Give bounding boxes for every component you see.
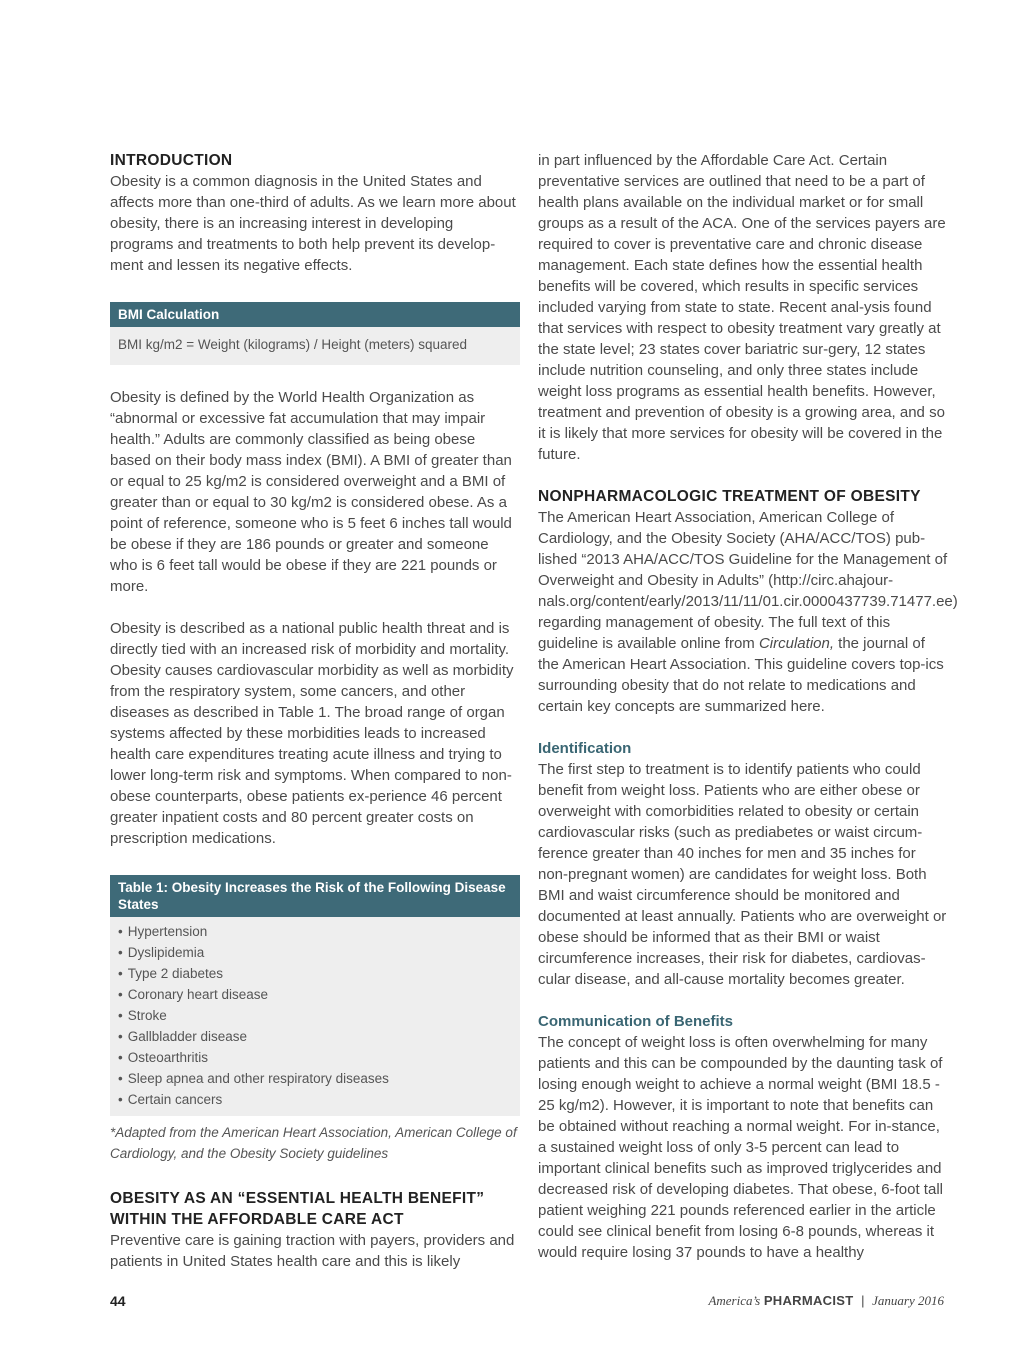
table1-list-item	[118, 1089, 512, 1110]
table1-title: Table 1: Obesity Increases the Risk of the Following Disease States	[110, 875, 520, 917]
magazine-brand: PHARMACIST	[763, 1293, 854, 1308]
table1-list-item	[118, 984, 512, 1005]
circulation-journal-name: Circulation,	[758, 635, 834, 652]
table1-list	[110, 917, 520, 1116]
bullet-icon: •	[118, 1029, 123, 1044]
table1-item-label: Hypertension	[127, 924, 208, 939]
public-health-threat-paragraph: Obesity is described as a national public health threat and is directly tied with an increased risk of morbidity and mortality. Obesity causes cardiovascular morbidity as well as morbidity from the respiratory system, some cancers, and other diseases as described in Table 1. The broad range of organ systems affected by these morbidities leads to increased health care expenditures treating acute illness and trying to lower long-term risk and symptoms. When compared to non-obese counterparts, obese patients ex-perience 46 percent greater inpatient costs and 80 percent greater costs on prescription medications.	[110, 620, 514, 847]
table1-item-label: Sleep apnea and other respiratory diseases	[127, 1071, 389, 1086]
nonpharmacologic-paragraph	[538, 507, 958, 717]
bullet-icon: •	[118, 945, 123, 960]
table1-list-item	[118, 1005, 512, 1026]
bullet-icon: •	[118, 1092, 123, 1107]
table1-item-label: Dyslipidemia	[127, 945, 205, 960]
table1-list-item	[118, 1026, 512, 1047]
obesity-definition-paragraph: Obesity is defined by the World Health Organization as “abnormal or excessive fat accumulation that may impair health.” Adults are commonly classified as being obese based on their body mass index (BMI). A BMI of greater than or equal to 25 kg/m2 is considered overweight and a BMI of greater than or equal to 30 kg/m2 is considered obese. As a point of reference, someone who is 5 feet 6 inches tall would be obese if they are 186 pounds or greater and someone who is 6 feet tall would be obese if they are 221 pounds or more.	[110, 389, 512, 595]
table1-item-label: Stroke	[127, 1008, 167, 1023]
essential-health-benefit-paragraph: Preventive care is gaining traction with payers, providers and patients in United States health care and this is likely	[110, 1232, 515, 1270]
table1-item-label: Coronary heart disease	[127, 987, 269, 1002]
bullet-icon: •	[118, 987, 123, 1002]
table1-list-item	[118, 942, 512, 963]
magazine-footer	[708, 1293, 944, 1309]
bmi-formula: BMI kg/m2 = Weight (kilograms) / Height (meters) squared	[118, 337, 467, 352]
table1-item-label: Type 2 diabetes	[127, 966, 224, 981]
nonpharmacologic-heading: NONPHARMACOLOGIC TREATMENT OF OBESITY	[538, 488, 921, 505]
right-column	[538, 150, 958, 1263]
left-column	[110, 150, 520, 1272]
nonpharm-text-after: the journal of the American Heart Association. This guideline covers top-ics surrounding obesity that do not relate to medications and certain key concepts are summarized here.	[538, 635, 944, 715]
table1-list-item	[118, 921, 512, 942]
magazine-prefix: America’s	[708, 1293, 761, 1308]
bmi-box-title: BMI Calculation	[110, 302, 520, 327]
ehb-continued-paragraph: in part influenced by the Affordable Care Act. Certain preventative services are outlined that need to be a part of health plans available on the individual market or for small groups as a result of the ACA. One of the services payers are required to cover is preventative care and chronic disease management. Each state defines how the essential health benefits will be covered, which results in specific services included varying from state to state. Recent anal-ysis found that services with respect to obesity treatment vary greatly at the state level; 23 states cover bariatric sur-gery, 12 states include nutrition counseling, and only three states include weight loss programs as essential health benefits. However, treatment and prevention of obesity is a growing area, and so it is likely that more services for obesity will be covered in the future.	[538, 152, 946, 463]
communication-heading: Communication of Benefits	[538, 1013, 734, 1030]
introduction-paragraph: Obesity is a common diagnosis in the United States and affects more than one-third of adults. As we learn more about obesity, there is an increasing interest in developing programs and treatments to both help prevent its develop-ment and lessen its negative effects.	[110, 173, 516, 274]
identification-paragraph: The first step to treatment is to identify patients who could benefit from weight loss. Patients who are either obese or overweight with comorbidities related to obesity or certain cardiovascular risks (such as prediabetes or waist circum-ference greater than 40 inches for men and 35 inches for non-pregnant women) are candidates for weight loss. Both BMI and waist circumference should be monitored and documented at least annually. Patients who are overweight or obese should be informed that as their BMI or waist circumference increases, their risk for diabetes, cardiovas-cular disease, and all-cause mortality becomes greater.	[538, 761, 947, 988]
table1-footnote: *Adapted from the American Heart Association, American College of Cardiology, and the Obesity Society guidelines	[110, 1125, 517, 1161]
nonpharm-text-before: The American Heart Association, American College of Cardiology, and the Obesity Society (AHA/ACC/TOS) pub-lished “2013 AHA/ACC/TOS Guideline for the Management of Overweight and Obesity in Adults” (http://circ.ahajour-nals.org/content/early/2013/11/11/01.cir.0000437739.71477.ee) regarding management of obesity. The full text of this guideline is available online from	[538, 509, 958, 652]
table1-list-item	[118, 1068, 512, 1089]
table1-item-label: Certain cancers	[127, 1092, 223, 1107]
table1-item-label: Osteoarthritis	[127, 1050, 209, 1065]
bullet-icon: •	[118, 966, 123, 981]
bullet-icon: •	[118, 1050, 123, 1065]
issue-date: January 2016	[872, 1293, 944, 1308]
bullet-icon: •	[118, 1008, 123, 1023]
essential-health-benefit-heading: OBESITY AS AN “ESSENTIAL HEALTH BENEFIT” WITHIN THE AFFORDABLE CARE ACT	[110, 1190, 485, 1228]
bullet-icon: •	[118, 1071, 123, 1086]
table1-item-label: Gallbladder disease	[127, 1029, 248, 1044]
bullet-icon: •	[118, 924, 123, 939]
footer-separator: |	[861, 1293, 865, 1308]
page-number: 44	[110, 1293, 126, 1309]
identification-heading: Identification	[538, 740, 632, 757]
table1-box	[110, 875, 520, 1116]
table1-list-item	[118, 963, 512, 984]
bmi-calculation-box	[110, 302, 520, 365]
table1-list-item	[118, 1047, 512, 1068]
communication-paragraph: The concept of weight loss is often overwhelming for many patients and this can be compounded by the daunting task of losing enough weight to achieve a normal weight (BMI 18.5 - 25 kg/m2). However, it is important to note that benefits can be obtained without reaching a normal weight. For in-stance, a sustained weight loss of only 3-5 percent can lead to important clinical benefits such as improved triglycerides and decreased risk of developing diabetes. That obese, 6-foot tall patient weighing 221 pounds referenced earlier in the article could see clinical benefit from losing 6-8 pounds, whereas it would require losing 37 pounds to have a healthy	[538, 1034, 943, 1261]
introduction-heading: INTRODUCTION	[110, 152, 233, 169]
